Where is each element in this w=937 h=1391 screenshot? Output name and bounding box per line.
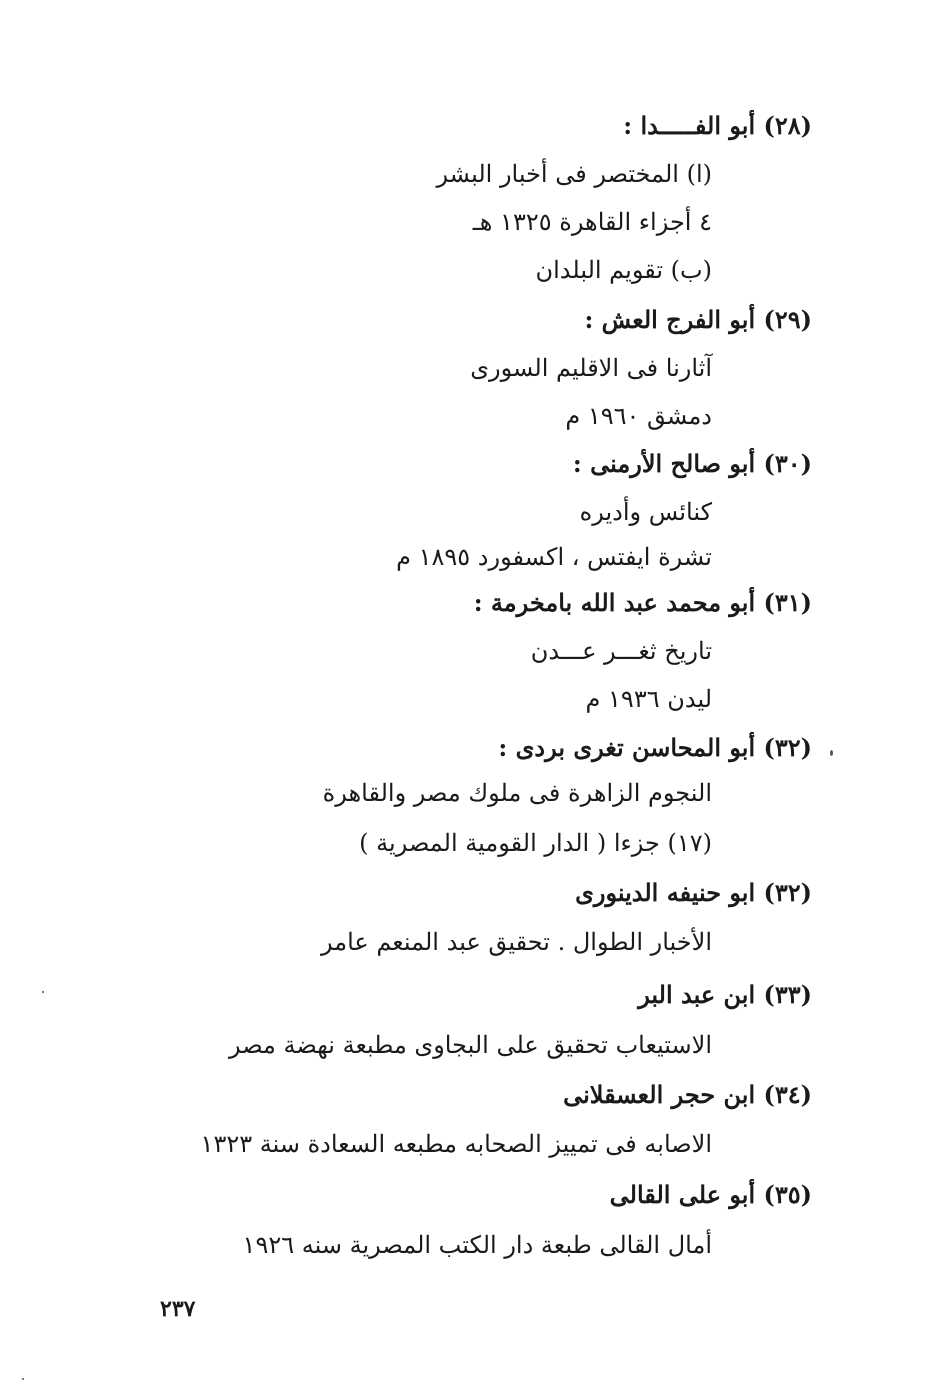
- entry-line: تاريخ ثغـــر عـــدن: [530, 637, 712, 665]
- entry-line: الأخبار الطوال . تحقيق عبد المنعم عامر: [320, 928, 712, 956]
- entry-line: ٤ أجزاء القاهرة ١٣٢٥ هـ: [472, 208, 712, 236]
- entry-heading: (٣٤) ابن حجر العسقلانى: [563, 1080, 812, 1109]
- entry-heading: (٣٢) ابو حنيفه الدينورى: [575, 878, 812, 907]
- entry-line: ليدن ١٩٣٦ م: [585, 685, 712, 713]
- entry-line: النجوم الزاهرة فى ملوك مصر والقاهرة: [322, 779, 712, 807]
- entry-line: (١٧) جزءا ( الدار القومية المصرية ): [359, 829, 712, 857]
- entry-heading: (٣٥) أبو على القالى: [609, 1180, 812, 1209]
- entry-line: تشرة ايفتس ، اكسفورد ١٨٩٥ م: [396, 543, 712, 571]
- entry-line: (ب) تقويم البلدان: [535, 256, 712, 284]
- entry-line: آثارنا فى الاقليم السورى: [470, 354, 712, 382]
- entry-heading: (٢٩) أبو الفرج العش :: [584, 305, 812, 334]
- entry-heading: (٣٣) ابن عبد البر: [638, 980, 812, 1009]
- entry-line: كنائس وأديره: [579, 498, 712, 526]
- entry-line: دمشق ١٩٦٠ م: [565, 402, 712, 430]
- page-number: ٢٣٧: [160, 1296, 196, 1322]
- scan-speck: [42, 991, 44, 993]
- entry-heading: (٣٠) أبو صالح الأرمنى :: [572, 449, 812, 478]
- entry-line: الاستيعاب تحقيق على البجاوى مطبعة نهضة مصر: [228, 1031, 712, 1059]
- entry-line: (ا) المختصر فى أخبار البشر: [436, 160, 712, 188]
- scan-speck: [22, 1378, 24, 1380]
- entry-heading: (٣٢) أبو المحاسن تغرى بردى :: [498, 733, 812, 762]
- entry-heading: (٢٨) أبو الفـــــدا :: [623, 111, 812, 140]
- entry-line: الاصابه فى تمييز الصحابه مطبعه السعادة سنة ١٣٢٣: [200, 1130, 712, 1158]
- entry-line: أمال القالى طبعة دار الكتب المصرية سنه ١٩٢٦: [242, 1231, 712, 1259]
- entry-heading: (٣١) أبو محمد عبد الله بامخرمة :: [473, 588, 812, 617]
- scan-speck: [830, 750, 833, 756]
